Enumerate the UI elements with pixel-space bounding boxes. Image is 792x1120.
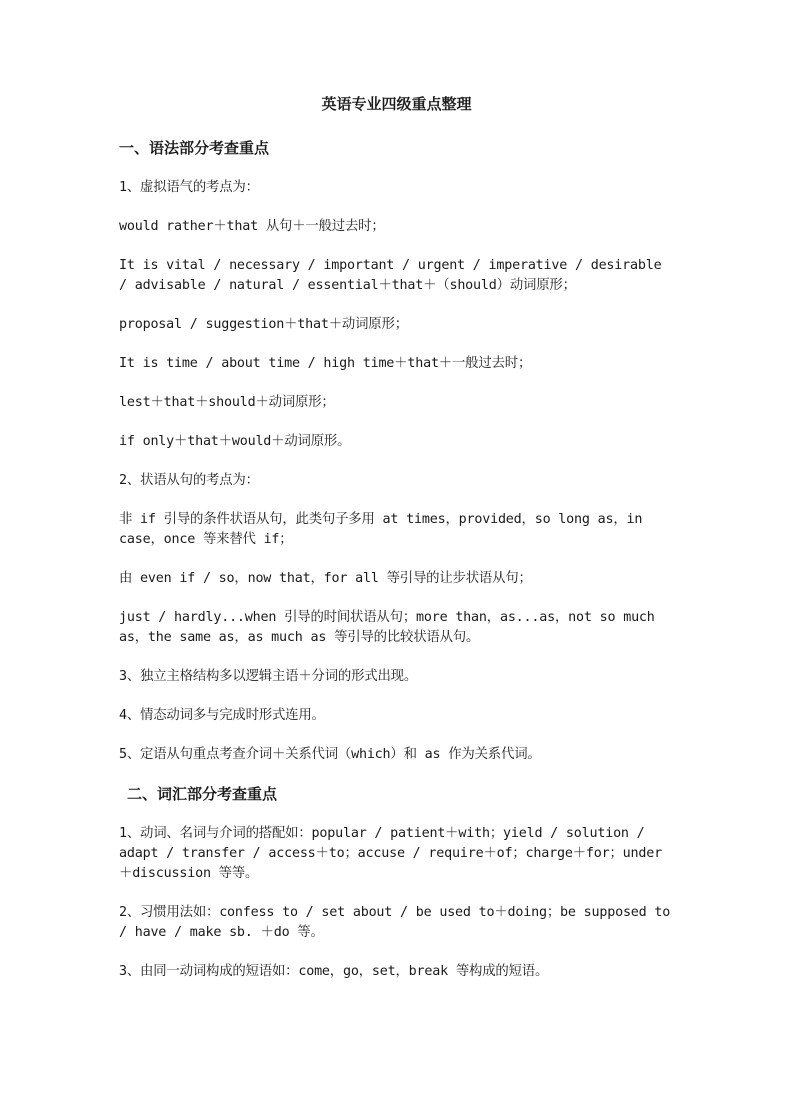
paragraph: 非 if 引导的条件状语从句，此类句子多用 at times，provided，so long as，in case，once 等来替代 if； [119,512,643,547]
paragraph: 3、独立主格结构多以逻辑主语＋分词的形式出现。 [119,669,418,684]
paragraph: would rather＋that 从句＋一般过去时； [119,219,385,234]
paragraph: 3、由同一动词构成的短语如：come，go，set，break 等构成的短语。 [119,964,549,979]
paragraph: It is vital / necessary / important / urgent / imperative / desirable / advisable / natural / essential＋that＋（should）动词原形； [119,258,662,293]
section-heading-grammar: 一、语法部分考查重点 [119,139,270,157]
paragraph: if only＋that＋would＋动词原形。 [119,434,351,449]
paragraph: 5、定语从句重点考查介词＋关系代词（which）和 as 作为关系代词。 [119,747,541,762]
section-grammar [119,138,674,765]
section-vocabulary [119,784,674,982]
paragraph: 1、动词、名词与介词的搭配如：popular / patient＋with；yield / solution / adapt / transfer / access＋to；accuse / require＋of；charge＋for；under＋discussion 等等。 [119,826,662,881]
section-heading-vocabulary: 二、词汇部分考查重点 [127,785,278,803]
paragraph: proposal / suggestion＋that＋动词原形； [119,317,408,332]
paragraph: 2、习惯用法如：confess to / set about / be used to＋doing；be supposed to / have / make sb. ＋do 等。 [119,905,671,940]
document-title: 英语专业四级重点整理 [321,95,472,113]
paragraph: 由 even if / so，now that，for all 等引导的让步状语从句； [119,571,532,586]
paragraph: 1、虚拟语气的考点为： [119,180,259,195]
paragraph: just / hardly...when 引导的时间状语从句；more than，as...as，not so much as，the same as，as much as 等引导的比较状语从句。 [119,610,655,645]
paragraph: lest＋that＋should＋动词原形； [119,395,335,410]
paragraph: 4、情态动词多与完成时形式连用。 [119,708,325,723]
paragraph: 2、状语从句的考点为： [119,473,259,488]
paragraph: It is time / about time / high time＋that＋一般过去时； [119,356,532,371]
